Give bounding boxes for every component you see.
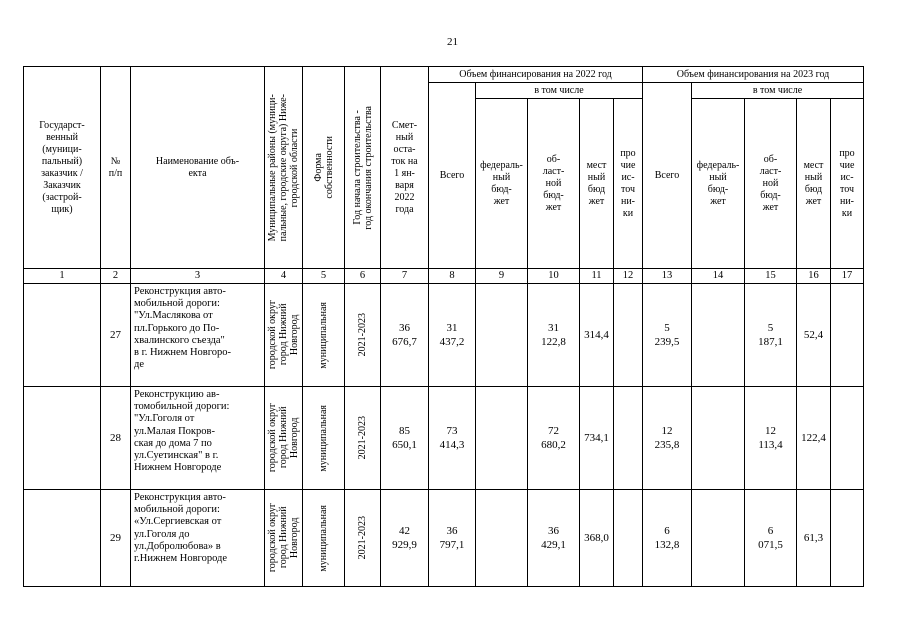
- column-number: 12: [614, 269, 643, 284]
- total-2022: 73 414,3: [429, 387, 476, 490]
- header-regional-2022: об- ласт- ной бюд- жет: [528, 99, 580, 269]
- header-customer: Государст- венный (муници- пальный) заказчик / Заказчик (застрой- щик): [24, 67, 101, 269]
- total-2023: 6 132,8: [643, 490, 692, 587]
- header-federal-2022: федераль- ный бюд- жет: [476, 99, 528, 269]
- regional-2023: 6 071,5: [745, 490, 797, 587]
- federal-2022: [476, 387, 528, 490]
- header-fin-2022: Объем финансирования на 2022 год: [429, 67, 643, 83]
- ownership-cell: [303, 387, 345, 490]
- page-number: 21: [447, 36, 458, 48]
- district-cell: [265, 284, 303, 387]
- header-local-2022: мест ный бюд жет: [580, 99, 614, 269]
- column-number: 6: [345, 269, 381, 284]
- row-number: 27: [101, 284, 131, 387]
- header-other-2022: про чие ис- точ ни- ки: [614, 99, 643, 269]
- federal-2022: [476, 490, 528, 587]
- column-number: 1: [24, 269, 101, 284]
- column-number: 2: [101, 269, 131, 284]
- other-2023: [831, 387, 864, 490]
- local-2023: 61,3: [797, 490, 831, 587]
- district: городской округ город Нижний Новгород: [267, 300, 300, 370]
- header-num: № п/п: [101, 67, 131, 269]
- ownership-cell: [303, 284, 345, 387]
- header-local-2023: мест ный бюд жет: [797, 99, 831, 269]
- header-ownership: Форма собственности: [312, 136, 335, 199]
- other-2023: [831, 284, 864, 387]
- column-number: 7: [381, 269, 429, 284]
- ownership: муниципальная: [318, 404, 329, 472]
- local-2023: 122,4: [797, 387, 831, 490]
- header-regional-2023: об- ласт- ной бюд- жет: [745, 99, 797, 269]
- estimate: 42 929,9: [381, 490, 429, 587]
- column-number: 4: [265, 269, 303, 284]
- header-fin-2023: Объем финансирования на 2023 год: [643, 67, 864, 83]
- object-name: Реконструкция авто- мобильной дороги: «Ул.Сергиевская от ул.Гоголя до ул.Добролюбова» в г.Нижнем Новгороде: [131, 490, 265, 587]
- header-object-name: Наименование объ- екта: [131, 67, 265, 269]
- header-estimate: Смет- ный оста- ток на 1 ян- варя 2022 года: [381, 67, 429, 269]
- other-2022: [614, 387, 643, 490]
- financing-table: [23, 66, 864, 587]
- other-2023: [831, 490, 864, 587]
- ownership: муниципальная: [318, 301, 329, 369]
- ownership: муниципальная: [318, 504, 329, 572]
- column-number: 14: [692, 269, 745, 284]
- regional-2022: 72 680,2: [528, 387, 580, 490]
- object-name: Реконструкцию ав- томобильной дороги: "Ул.Гоголя от ул.Малая Покров- ская до дома 7 по ул.Суетинская" в г. Нижнем Новгороде: [131, 387, 265, 490]
- years: 2021-2023: [357, 516, 368, 560]
- table-row: [24, 387, 864, 490]
- federal-2023: [692, 284, 745, 387]
- column-number: 3: [131, 269, 265, 284]
- customer-cell: [24, 490, 101, 587]
- column-number: 13: [643, 269, 692, 284]
- local-2022: 368,0: [580, 490, 614, 587]
- federal-2023: [692, 490, 745, 587]
- federal-2023: [692, 387, 745, 490]
- object-name: Реконструкция авто- мобильной дороги: "Ул.Маслякова от пл.Горького до По- хвалинского съезда" в г. Нижнем Новгоро- де: [131, 284, 265, 387]
- district-cell: [265, 490, 303, 587]
- row-number: 28: [101, 387, 131, 490]
- column-number: 17: [831, 269, 864, 284]
- total-2022: 36 797,1: [429, 490, 476, 587]
- ownership-cell: [303, 490, 345, 587]
- table-row: [24, 490, 864, 587]
- row-number: 29: [101, 490, 131, 587]
- total-2023: 5 239,5: [643, 284, 692, 387]
- district: городской округ город Нижний Новгород: [267, 503, 300, 573]
- column-number: 16: [797, 269, 831, 284]
- header-years: Год начала строительства - год окончания строительства: [351, 105, 374, 230]
- header-federal-2023: федераль- ный бюд- жет: [692, 99, 745, 269]
- header-districts-cell: [265, 67, 303, 269]
- header-other-2023: про чие ис- точ ни- ки: [831, 99, 864, 269]
- years: 2021-2023: [357, 313, 368, 357]
- other-2022: [614, 490, 643, 587]
- regional-2022: 31 122,8: [528, 284, 580, 387]
- header-districts: Муниципальные районы (муници- пальные, городские округа) Ниже- городской области: [267, 93, 300, 242]
- federal-2022: [476, 284, 528, 387]
- column-number: 5: [303, 269, 345, 284]
- column-number: 11: [580, 269, 614, 284]
- header-including-2023: в том числе: [692, 83, 864, 99]
- column-number: 9: [476, 269, 528, 284]
- years: 2021-2023: [357, 416, 368, 460]
- customer-cell: [24, 284, 101, 387]
- total-2023: 12 235,8: [643, 387, 692, 490]
- local-2023: 52,4: [797, 284, 831, 387]
- district-cell: [265, 387, 303, 490]
- table-row: [24, 284, 864, 387]
- regional-2023: 5 187,1: [745, 284, 797, 387]
- regional-2023: 12 113,4: [745, 387, 797, 490]
- header-total-2022: Всего: [429, 83, 476, 269]
- years-cell: [345, 284, 381, 387]
- header-including-2022: в том числе: [476, 83, 643, 99]
- header-years-cell: [345, 67, 381, 269]
- years-cell: [345, 490, 381, 587]
- estimate: 36 676,7: [381, 284, 429, 387]
- column-number: 10: [528, 269, 580, 284]
- total-2022: 31 437,2: [429, 284, 476, 387]
- customer-cell: [24, 387, 101, 490]
- local-2022: 314,4: [580, 284, 614, 387]
- regional-2022: 36 429,1: [528, 490, 580, 587]
- local-2022: 734,1: [580, 387, 614, 490]
- estimate: 85 650,1: [381, 387, 429, 490]
- years-cell: [345, 387, 381, 490]
- column-number: 8: [429, 269, 476, 284]
- other-2022: [614, 284, 643, 387]
- column-numbers-row: [24, 269, 864, 284]
- district: городской округ город Нижний Новгород: [267, 403, 300, 473]
- column-number: 15: [745, 269, 797, 284]
- header-ownership-cell: [303, 67, 345, 269]
- header-total-2023: Всего: [643, 83, 692, 269]
